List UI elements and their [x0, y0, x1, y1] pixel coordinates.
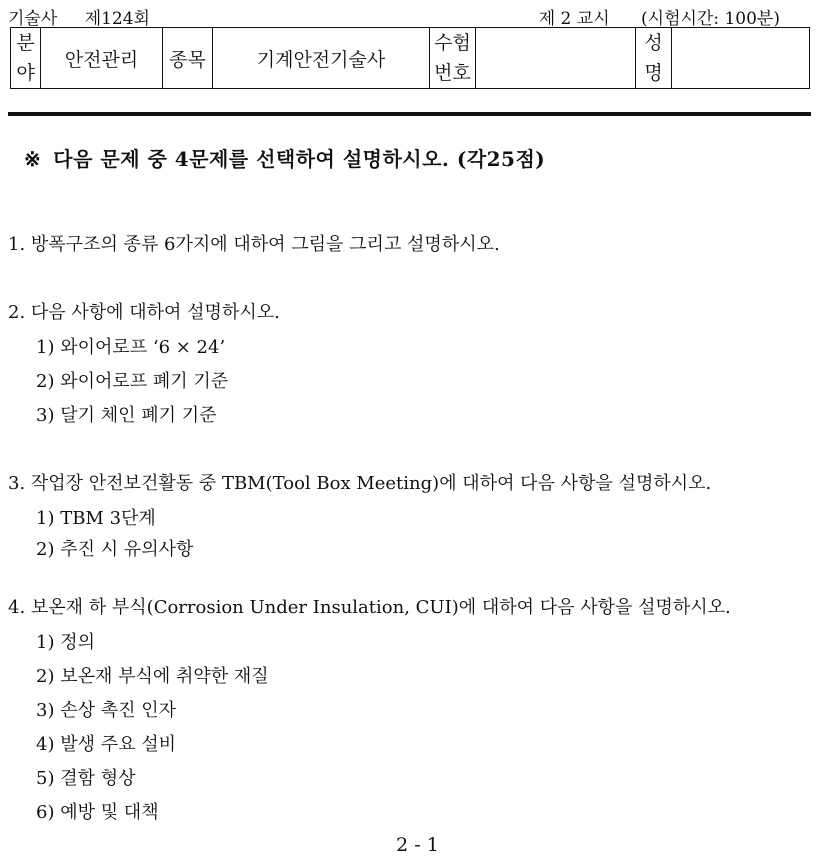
exam-header-right [539, 4, 780, 29]
question-3: 3. 작업장 안전보건활동 중 TBM(Tool Box Meeting)에 대하여 다음 사항을 설명하시오. [8, 473, 712, 494]
number-label-line-1: 수험 [434, 32, 471, 54]
field-label-cell [11, 28, 41, 89]
name-label-cell [636, 28, 672, 89]
question-2-sub-3: 3) 달기 체인 폐기 기준 [36, 405, 217, 426]
name-value[interactable] [672, 28, 810, 89]
field-label-line-2: 야 [16, 62, 35, 84]
instruction-text: 다음 문제 중 4문제를 선택하여 설명하시오. (각25점) [53, 147, 546, 171]
question-4-sub-4: 4) 발생 주요 설비 [36, 734, 176, 755]
page-number: 2 - 1 [396, 834, 439, 856]
instruction [24, 143, 545, 172]
header-divider [8, 112, 811, 116]
number-value[interactable] [476, 28, 636, 89]
exam-name: 기술사 [8, 9, 58, 29]
field-label-line-1: 분 [16, 32, 35, 54]
number-label-line-2: 번호 [434, 62, 471, 84]
exam-info-table [10, 27, 810, 89]
question-4-sub-3: 3) 손상 촉진 인자 [36, 700, 176, 721]
field-value: 안전관리 [41, 28, 163, 89]
name-label-line-1: 성 [644, 32, 663, 54]
question-3-sub-2: 2) 추진 시 유의사항 [36, 539, 194, 560]
question-2-sub-1: 1) 와이어로프 ‘6 × 24’ [36, 337, 226, 358]
reference-mark-icon: ※ [24, 147, 42, 171]
question-4-sub-6: 6) 예방 및 대책 [36, 802, 159, 823]
question-2: 2. 다음 사항에 대하여 설명하시오. [8, 302, 280, 323]
question-3-sub-1: 1) TBM 3단계 [36, 508, 156, 529]
exam-header-left [8, 4, 150, 29]
question-2-sub-2: 2) 와이어로프 폐기 기준 [36, 371, 229, 392]
question-4-sub-5: 5) 결함 형상 [36, 768, 136, 789]
question-4: 4. 보온재 하 부식(Corrosion Under Insulation, CUI)에 대하여 다음 사항을 설명하시오. [8, 597, 731, 618]
item-label: 종목 [163, 28, 213, 89]
number-label-cell [430, 28, 476, 89]
exam-time: (시험시간: 100분) [641, 9, 780, 29]
exam-round: 제124회 [84, 9, 150, 29]
name-label-line-2: 명 [644, 62, 663, 84]
exam-session: 제 2 교시 [538, 9, 610, 29]
question-4-sub-2: 2) 보온재 부식에 취약한 재질 [36, 666, 269, 687]
question-1: 1. 방폭구조의 종류 6가지에 대하여 그림을 그리고 설명하시오. [8, 234, 500, 255]
question-4-sub-1: 1) 정의 [36, 632, 95, 653]
item-value: 기계안전기술사 [213, 28, 430, 89]
